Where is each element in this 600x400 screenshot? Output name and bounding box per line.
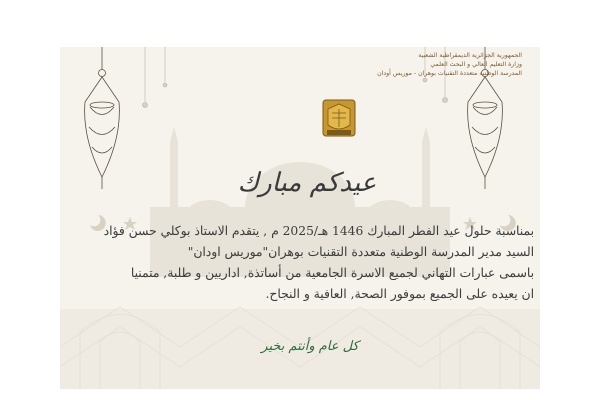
- school-emblem-icon: [322, 99, 356, 139]
- message-line-3: باسمى عبارات التهاني لجميع الاسرة الجامعية من أساتذة, اداريين و طلبة, متمنيا: [130, 266, 534, 280]
- background-art: [60, 47, 540, 389]
- message-line-1: بمناسبة حلول عيد الفطر المبارك 1446 هـ/2025 م , يتقدم الاستاذ بوكلي حسن فؤاد: [103, 224, 534, 238]
- header-line-1: الجمهورية الجزائرية الديمقراطية الشعبية: [418, 52, 522, 59]
- header-line-2: وزارة التعليم العالي و البحث العلمي: [430, 61, 522, 68]
- institution-header: [372, 51, 522, 78]
- message-body: [66, 221, 534, 305]
- eid-greeting-title: عيدكم مبارك: [237, 168, 377, 198]
- header-line-3: المدرسة الوطنية متعددة التقنيات بوهران - موريس أودان: [377, 70, 522, 77]
- greeting-card: [60, 47, 540, 389]
- lantern-left-icon: [85, 47, 120, 189]
- message-line-2: السيد مدير المدرسة الوطنية متعددة التقنيات بوهران"موريس اودان": [187, 245, 534, 259]
- message-line-4: ان يعيده على الجميع بموفور الصحة, العافية و النجاح.: [265, 287, 534, 301]
- footer-calligraphy: كل عام وأنتم بخير: [261, 339, 359, 354]
